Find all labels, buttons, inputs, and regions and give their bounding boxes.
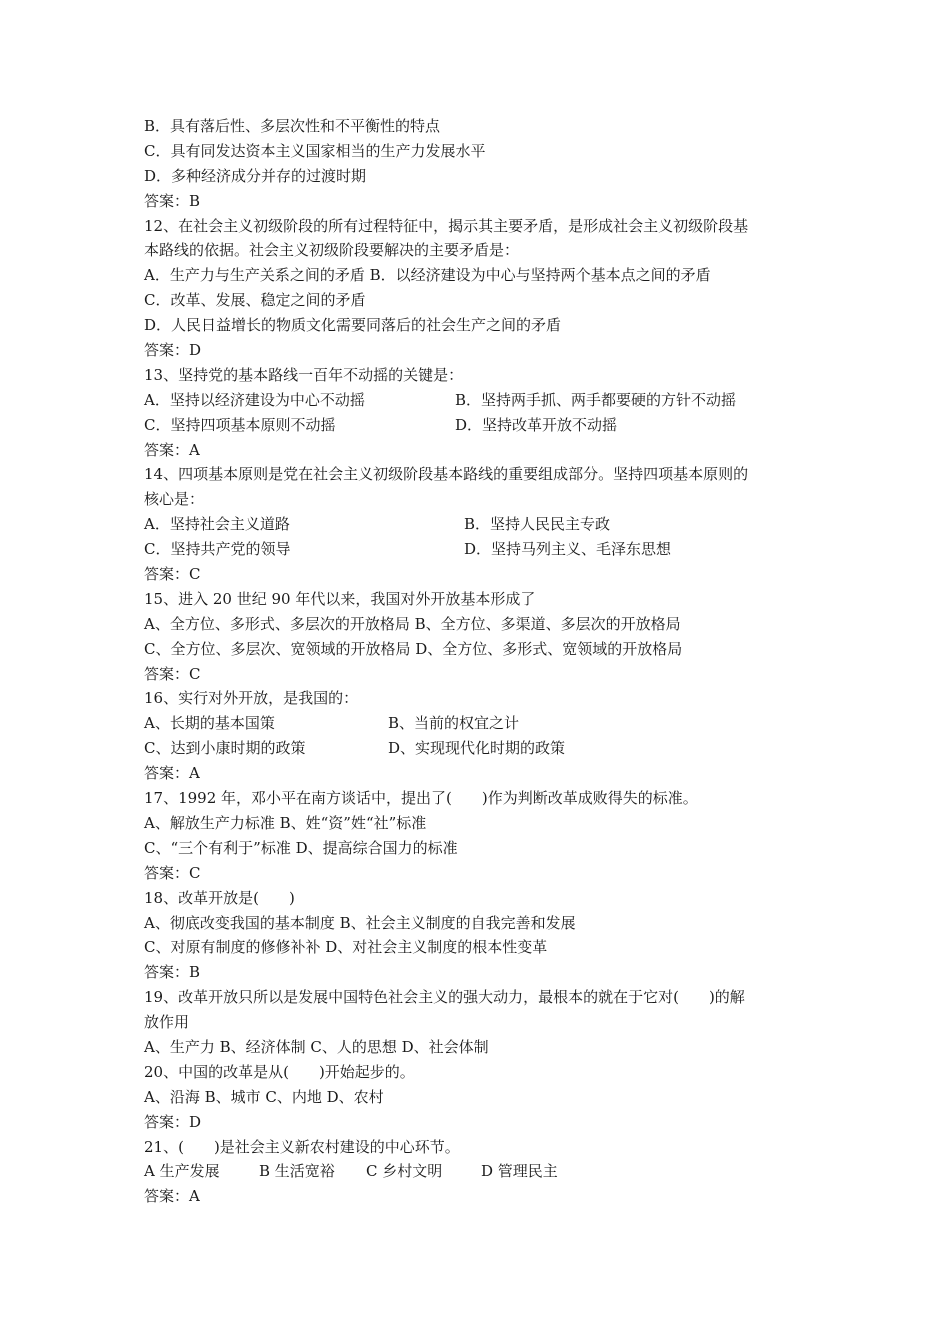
question-text: [144, 114, 814, 1209]
question-21: 21、( )是社会主义新农村建设的中心环节。: [144, 1137, 460, 1156]
option-line: C、“三个有利于”标准 D、提高综合国力的标准: [144, 838, 458, 857]
option-row: [144, 711, 814, 736]
question-12: 12、在社会主义初级阶段的所有过程特征中，揭示其主要矛盾，是形成社会主义初级阶段基: [144, 216, 749, 235]
option-d: D．坚持马列主义、毛泽东思想: [464, 540, 672, 559]
option-line: A、彻底改变我国的基本制度 B、社会主义制度的自我完善和发展: [144, 913, 576, 932]
option-row: [144, 512, 814, 537]
answer-line: 答案：A: [144, 1187, 200, 1206]
question-16: 16、实行对外开放，是我国的：: [144, 689, 359, 708]
answer-line: 答案：A: [144, 440, 200, 459]
option-d: D．坚持改革开放不动摇: [455, 415, 618, 434]
option-line: C、对原有制度的修修补补 D、对社会主义制度的根本性变革: [144, 938, 548, 957]
answer-line: 答案：C: [144, 664, 201, 683]
option-b: B 生活宽裕: [259, 1162, 335, 1181]
answer-line: 答案：A: [144, 764, 200, 783]
option-row: [144, 736, 814, 761]
option-line: C、全方位、多层次、宽领域的开放格局 D、全方位、多形式、宽领域的开放格局: [144, 639, 683, 658]
option-d: D、实现现代化时期的政策: [388, 739, 566, 758]
option-line: B．具有落后性、多层次性和不平衡性的特点: [144, 117, 441, 135]
question-14-cont: 核心是：: [144, 490, 205, 509]
option-line: A．生产力与生产关系之间的矛盾 B．以经济建设为中心与坚持两个基本点之间的矛盾: [144, 266, 711, 285]
option-row: [144, 1159, 814, 1184]
option-b: B、当前的权宜之计: [388, 714, 520, 733]
answer-line: 答案：C: [144, 863, 201, 882]
option-line: D．多种经济成分并存的过渡时期: [144, 166, 367, 185]
answer-line: 答案：D: [144, 1112, 202, 1131]
option-row: [144, 537, 814, 562]
question-19-cont: 放作用: [144, 1013, 190, 1032]
option-d: D 管理民主: [481, 1162, 558, 1181]
option-a: A、长期的基本国策: [144, 714, 275, 733]
question-20: 20、中国的改革是从( )开始起步的。: [144, 1062, 415, 1081]
option-line: D．人民日益增长的物质文化需要同落后的社会生产之间的矛盾: [144, 316, 562, 335]
option-line: A、解放生产力标准 B、姓“资”姓“社”标准: [144, 813, 427, 832]
question-15: 15、进入 20 世纪 90 年代以来，我国对外开放基本形成了: [144, 589, 536, 608]
option-row: [144, 388, 814, 413]
question-13: 13、坚持党的基本路线一百年不动摇的关键是：: [144, 365, 464, 384]
option-row: [144, 413, 814, 438]
question-17: 17、1992 年，邓小平在南方谈话中，提出了( )作为判断改革成败得失的标准。: [144, 789, 698, 808]
question-19: 19、改革开放只所以是发展中国特色社会主义的强大动力，最根本的就在于它对( )的解: [144, 988, 745, 1007]
option-c: C 乡村文明: [366, 1162, 443, 1181]
option-b: B．坚持人民民主专政: [464, 515, 611, 534]
option-line: A、全方位、多形式、多层次的开放格局 B、全方位、多渠道、多层次的开放格局: [144, 614, 681, 633]
option-b: B．坚持两手抓、两手都要硬的方针不动摇: [455, 390, 737, 409]
option-line: C．改革、发展、稳定之间的矛盾: [144, 291, 366, 310]
option-line: A、沿海 B、城市 C、内地 D、农村: [144, 1087, 384, 1106]
option-line: C．具有同发达资本主义国家相当的生产力发展水平: [144, 141, 486, 160]
answer-line: 答案：B: [144, 963, 201, 982]
option-line: A、生产力 B、经济体制 C、人的思想 D、社会体制: [144, 1037, 489, 1056]
option-a: A．坚持社会主义道路: [144, 515, 290, 534]
option-a: A 生产发展: [144, 1162, 220, 1181]
option-c: C．坚持四项基本原则不动摇: [144, 415, 336, 434]
answer-line: 答案：C: [144, 565, 201, 584]
option-c: C、达到小康时期的政策: [144, 739, 306, 758]
answer-line: 答案：B: [144, 191, 201, 210]
option-a: A．坚持以经济建设为中心不动摇: [144, 390, 365, 409]
question-18: 18、改革开放是( ): [144, 888, 295, 907]
question-14: 14、四项基本原则是党在社会主义初级阶段基本路线的重要组成部分。坚持四项基本原则的: [144, 465, 749, 484]
answer-line: 答案：D: [144, 341, 202, 360]
option-c: C．坚持共产党的领导: [144, 540, 291, 559]
question-12-cont: 本路线的依据。社会主义初级阶段要解决的主要矛盾是：: [144, 241, 520, 260]
